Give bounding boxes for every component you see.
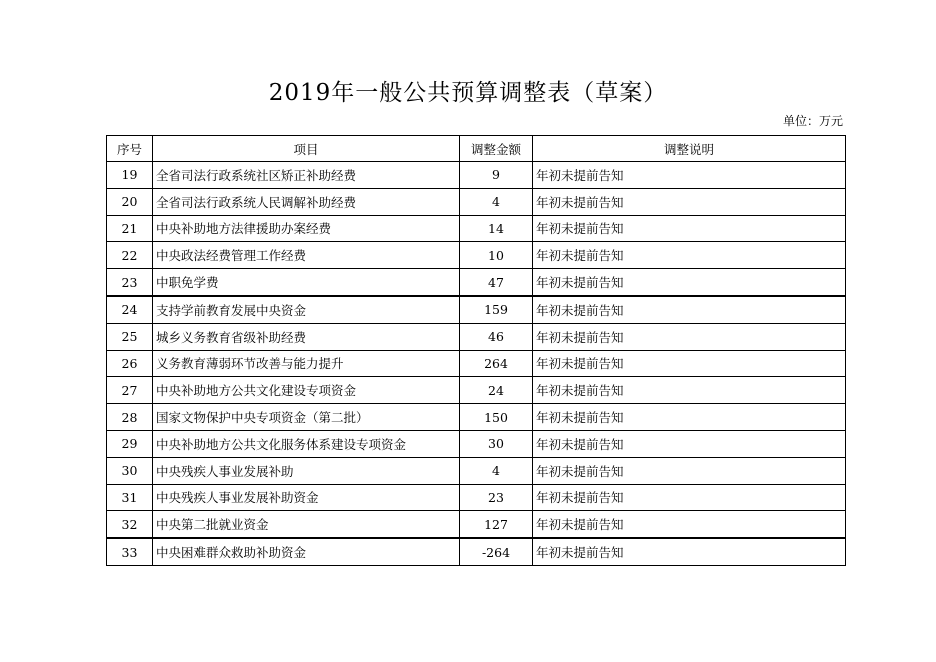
cell-item: 中央政法经费管理工作经费 [153,242,460,269]
cell-note: 年初未提前告知 [533,162,846,189]
cell-no: 22 [107,242,153,269]
cell-amount: 150 [460,404,533,431]
cell-no: 32 [107,511,153,538]
cell-amount: 30 [460,430,533,457]
header-item: 项目 [153,136,460,162]
table-row [107,296,846,323]
table-row [107,457,846,484]
cell-no: 31 [107,484,153,511]
cell-item: 中央困难群众救助补助资金 [153,538,460,565]
table-row [107,430,846,457]
cell-no: 19 [107,162,153,189]
table-row [107,215,846,242]
cell-amount: 46 [460,323,533,350]
table-header-row [107,136,846,162]
table-row [107,377,846,404]
cell-amount: 127 [460,511,533,538]
table-row [107,404,846,431]
cell-no: 27 [107,377,153,404]
cell-item: 支持学前教育发展中央资金 [153,296,460,323]
cell-item: 中央残疾人事业发展补助 [153,457,460,484]
header-note: 调整说明 [533,136,846,162]
cell-note: 年初未提前告知 [533,188,846,215]
cell-amount: 10 [460,242,533,269]
cell-amount: 4 [460,457,533,484]
page-title: 2019年一般公共预算调整表（草案） [268,80,668,106]
table-row [107,269,846,296]
cell-amount: 14 [460,215,533,242]
cell-note: 年初未提前告知 [533,296,846,323]
unit-label: 单位：万元 [782,114,843,128]
cell-note: 年初未提前告知 [533,323,846,350]
cell-note: 年初未提前告知 [533,430,846,457]
cell-amount: 24 [460,377,533,404]
cell-item: 城乡义务教育省级补助经费 [153,323,460,350]
cell-item: 义务教育薄弱环节改善与能力提升 [153,350,460,377]
cell-no: 33 [107,538,153,565]
budget-table [106,135,846,566]
cell-no: 23 [107,269,153,296]
cell-item: 中职免学费 [153,269,460,296]
cell-note: 年初未提前告知 [533,242,846,269]
cell-item: 中央补助地方公共文化服务体系建设专项资金 [153,430,460,457]
cell-no: 28 [107,404,153,431]
cell-item: 全省司法行政系统人民调解补助经费 [153,188,460,215]
cell-amount: -264 [460,538,533,565]
cell-note: 年初未提前告知 [533,404,846,431]
table-row [107,484,846,511]
cell-amount: 47 [460,269,533,296]
cell-amount: 264 [460,350,533,377]
table-row [107,188,846,215]
cell-no: 26 [107,350,153,377]
table-row [107,538,846,565]
cell-amount: 9 [460,162,533,189]
cell-item: 中央补助地方公共文化建设专项资金 [153,377,460,404]
cell-no: 24 [107,296,153,323]
table-row [107,242,846,269]
cell-item: 中央补助地方法律援助办案经费 [153,215,460,242]
cell-note: 年初未提前告知 [533,269,846,296]
cell-no: 20 [107,188,153,215]
cell-item: 全省司法行政系统社区矫正补助经费 [153,162,460,189]
cell-item: 国家文物保护中央专项资金（第二批） [153,404,460,431]
cell-note: 年初未提前告知 [533,484,846,511]
cell-note: 年初未提前告知 [533,457,846,484]
table-row [107,162,846,189]
cell-no: 25 [107,323,153,350]
table-row [107,511,846,538]
cell-item: 中央残疾人事业发展补助资金 [153,484,460,511]
table-row [107,323,846,350]
table-row [107,350,846,377]
cell-no: 29 [107,430,153,457]
cell-note: 年初未提前告知 [533,511,846,538]
cell-amount: 4 [460,188,533,215]
cell-note: 年初未提前告知 [533,538,846,565]
cell-note: 年初未提前告知 [533,377,846,404]
cell-note: 年初未提前告知 [533,215,846,242]
cell-note: 年初未提前告知 [533,350,846,377]
header-no: 序号 [107,136,153,162]
cell-no: 30 [107,457,153,484]
cell-no: 21 [107,215,153,242]
cell-item: 中央第二批就业资金 [153,511,460,538]
cell-amount: 23 [460,484,533,511]
cell-amount: 159 [460,296,533,323]
header-amount: 调整金额 [460,136,533,162]
